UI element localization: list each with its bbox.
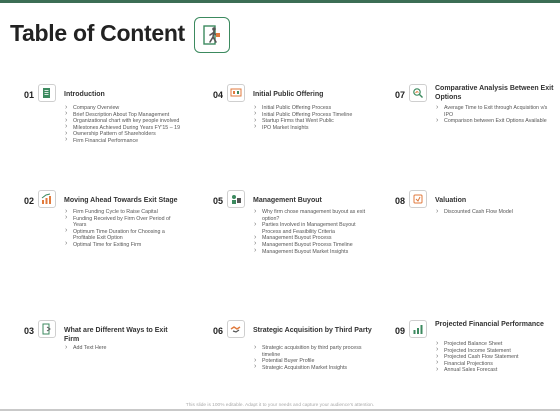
bullet: › Brief Description About Top Management — [64, 112, 184, 119]
item-heading: Management Buyout — [253, 197, 322, 204]
item-heading: Projected Financial Performance — [435, 321, 544, 328]
document-icon — [38, 84, 56, 102]
bullet: › Strategic Acquisition Market Insights — [253, 365, 373, 372]
exit-person-icon — [194, 17, 230, 53]
item-heading: Moving Ahead Towards Exit Stage — [64, 197, 178, 204]
item-number: 09 — [395, 326, 406, 336]
top-accent-bar — [0, 0, 560, 3]
item-heading: Comparative Analysis Between Exit Options — [435, 85, 554, 101]
item-heading: What are Different Ways to Exit Firm — [64, 327, 168, 343]
bullet: › Optimum Time Duration for Choosing a Profitable Exit Option — [64, 229, 184, 242]
bullet: › Initial Public Offering Process Timeline — [253, 112, 373, 119]
item-heading: Initial Public Offering — [253, 91, 324, 98]
item-bullets — [435, 105, 555, 125]
bullet: › Management Buyout Market Insights — [253, 249, 373, 256]
bullet: › Average Time to Exit through Acquisition v/s IPO — [435, 105, 555, 118]
bullet: › Startup Firms that Went Public — [253, 118, 373, 125]
bullet: › Optimal Time for Exiting Firm — [64, 242, 184, 249]
bullet: › Projected Income Statement — [435, 348, 555, 355]
bullet: › Annual Sales Forecast — [435, 367, 555, 374]
item-bullets — [64, 345, 184, 352]
valuation-icon — [409, 190, 427, 208]
bullet: › Parties Involved in Management Buyout Process and Feasibility Criteria — [253, 222, 373, 235]
bullet: › Milestones Achieved During Years FY'15 – 19 — [64, 125, 184, 132]
bullet: › Why firm chose management buyout as exit option? — [253, 209, 373, 222]
magnifier-chart-icon — [409, 84, 427, 102]
handshake-icon — [227, 320, 245, 338]
bullet: › Firm Funding Cycle to Raise Capital — [64, 209, 184, 216]
item-number: 02 — [24, 196, 35, 206]
item-heading: Strategic Acquisition by Third Party — [253, 327, 372, 334]
bullet: › Management Buyout Process — [253, 235, 373, 242]
item-number: 08 — [395, 196, 406, 206]
item-number: 03 — [24, 326, 35, 336]
item-heading: Valuation — [435, 197, 467, 204]
item-bullets — [64, 105, 184, 145]
item-number: 05 — [213, 196, 224, 206]
item-bullets — [64, 209, 184, 249]
management-buyout-icon — [227, 190, 245, 208]
footer-note: This slide is 100% editable. Adapt it to your needs and capture your audience's attention. — [185, 403, 375, 408]
bullet: › Firm Financial Performance — [64, 138, 184, 145]
bullet: › Management Buyout Process Timeline — [253, 242, 373, 249]
bullet: › Strategic acquisition by third party process timeline — [253, 345, 373, 358]
bullet: › Add Text Here — [64, 345, 184, 352]
exit-door-icon — [38, 320, 56, 338]
bullet: › IPO Market Insights — [253, 125, 373, 132]
item-number: 07 — [395, 90, 406, 100]
item-bullets — [253, 209, 373, 255]
item-number: 04 — [213, 90, 224, 100]
chart-arrow-icon — [38, 190, 56, 208]
bullet: › Projected Balance Sheet — [435, 341, 555, 348]
bullet: › Funding Received by Firm Over Period of Years — [64, 216, 184, 229]
bullet: › Financial Projections — [435, 361, 555, 368]
bullet: › Company Overview — [64, 105, 184, 112]
bar-chart-icon — [409, 320, 427, 338]
footer-divider — [0, 409, 560, 411]
bullet: › Discounted Cash Flow Model — [435, 209, 555, 216]
item-bullets — [253, 345, 373, 371]
item-heading: Introduction — [64, 91, 105, 98]
bullet: › Organizational chart with key people involved — [64, 118, 184, 125]
item-number: 01 — [24, 90, 35, 100]
page-title: Table of Content — [10, 20, 185, 46]
ipo-board-icon — [227, 84, 245, 102]
bullet: › Ownership Pattern of Shareholders — [64, 131, 184, 138]
bullet: › Comparison between Exit Options Available — [435, 118, 555, 125]
item-bullets — [435, 209, 555, 216]
item-number: 06 — [213, 326, 224, 336]
bullet: › Projected Cash Flow Statement — [435, 354, 555, 361]
item-bullets — [253, 105, 373, 131]
item-bullets — [435, 341, 555, 374]
bullet: › Potential Buyer Profile — [253, 358, 373, 365]
bullet: › Initial Public Offering Process — [253, 105, 373, 112]
